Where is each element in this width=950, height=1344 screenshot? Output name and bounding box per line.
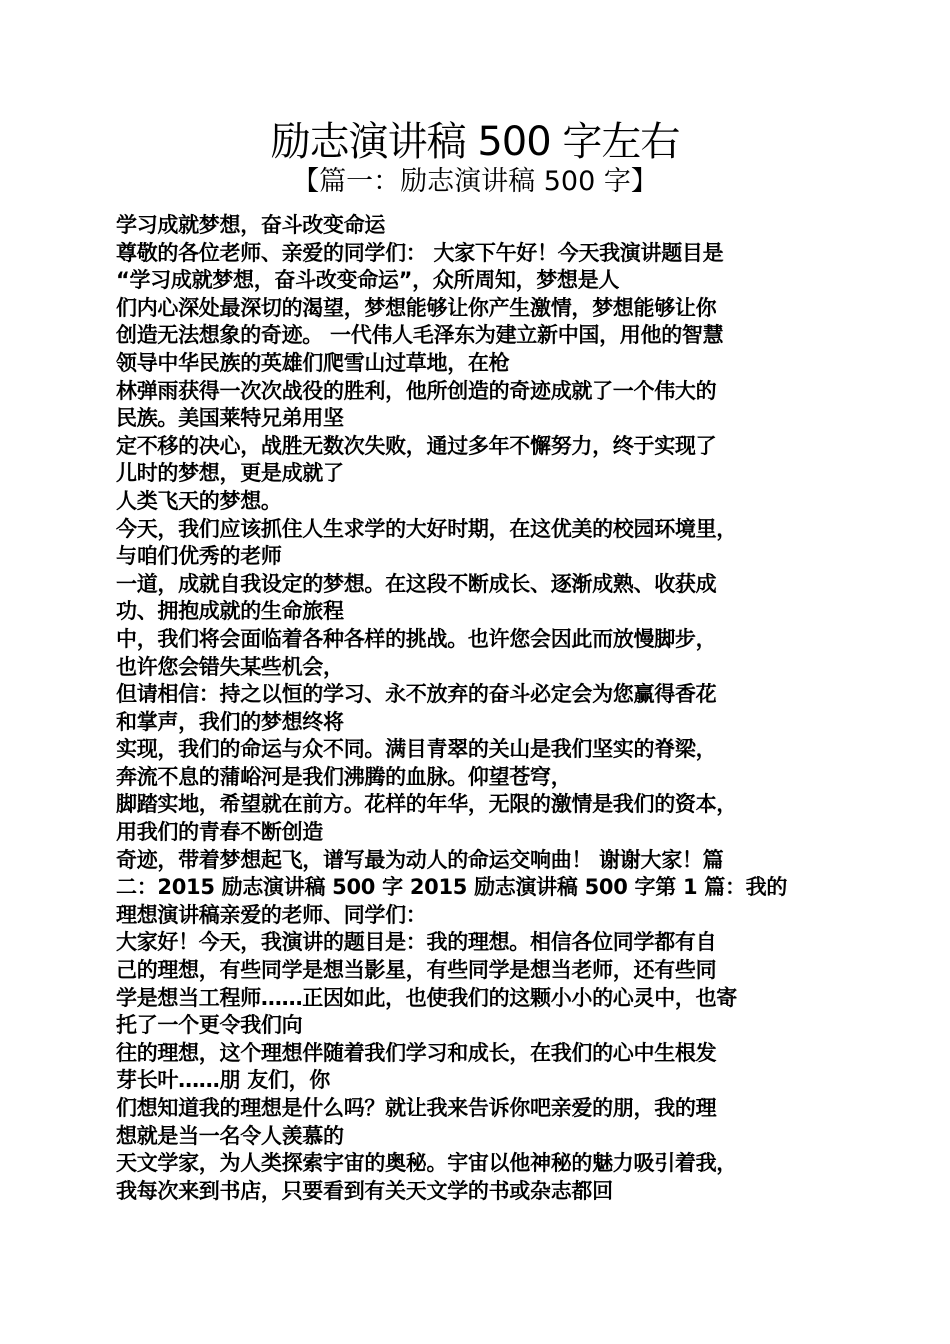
- body-line: 想就是当一名令人羡慕的: [116, 1123, 344, 1148]
- body-line: 奔流不息的蒲峪河是我们沸腾的血脉。仰望苍穹，: [116, 764, 572, 789]
- body-line: 儿时的梦想，更是成就了: [116, 461, 344, 486]
- body-line: 我每次来到书店，只要看到有关天文学的书或杂志都回: [116, 1178, 613, 1203]
- body-line: 林弹雨获得一次次战役的胜利，他所创造的奇迹成就了一个伟大的: [116, 378, 717, 403]
- body-line: 们想知道我的理想是什么吗？就让我来告诉你吧亲爱的朋，我的理: [116, 1096, 717, 1120]
- body-line: 学习成就梦想，奋斗改变命运: [116, 213, 386, 237]
- body-line: 用我们的青春不断创造: [116, 820, 323, 845]
- body-line: 今天，我们应该抓住人生求学的大好时期，在这优美的校园环境里，: [116, 516, 737, 541]
- body-line: 己的理想，有些同学是想当影星，有些同学是想当老师，还有些同: [116, 958, 717, 983]
- body-line: 与咱们优秀的老师: [116, 544, 282, 569]
- body-line: 奇迹，带着梦想起飞，谱写最为动人的命运交响曲！ 谢谢大家！篇: [116, 847, 724, 872]
- body-line: 们内心深处最深切的渴望，梦想能够让你产生激情，梦想能够让你: [116, 295, 717, 320]
- document-body: [116, 212, 836, 1205]
- body-line: 创造无法想象的奇迹。 一代伟人毛泽东为建立新中国，用他的智慧: [116, 323, 724, 348]
- body-line: 托了一个更令我们向: [116, 1013, 303, 1038]
- body-line: 也许您会错失某些机会，: [116, 654, 344, 679]
- document-subtitle: 【篇一：励志演讲稿 500 字】: [292, 166, 658, 197]
- body-line: 领导中华民族的英雄们爬雪山过草地，在枪: [116, 350, 510, 375]
- body-line: 和掌声，我们的梦想终将: [116, 709, 344, 734]
- body-line: 一道，成就自我设定的梦想。在这段不断成长、逐渐成熟、收获成: [116, 571, 717, 596]
- body-line: 天文学家，为人类探索宇宙的奥秘。宇宙以他神秘的魅力吸引着我，: [116, 1151, 737, 1176]
- body-line: 实现，我们的命运与众不同。满目青翠的关山是我们坚实的脊梁，: [116, 737, 717, 762]
- body-line: 大家好！今天，我演讲的题目是：我的理想。相信各位同学都有自: [116, 930, 717, 955]
- body-line: 脚踏实地，希望就在前方。花样的年华，无限的激情是我们的资本，: [116, 792, 737, 817]
- body-line: 尊敬的各位老师、亲爱的同学们： 大家下午好！今天我演讲题目是: [116, 240, 724, 265]
- body-line: “学习成就梦想，奋斗改变命运”，众所周知，梦想是人: [116, 268, 620, 293]
- body-line: 理想演讲稿亲爱的老师、同学们：: [116, 902, 427, 927]
- body-line: 学是想当工程师……正因如此，也使我们的这颗小小的心灵中，也寄: [116, 985, 737, 1010]
- body-line: 二：2015 励志演讲稿 500 字 2015 励志演讲稿 500 字第 1 篇：我的: [116, 875, 788, 900]
- body-line: 民族。美国莱特兄弟用坚: [116, 406, 344, 431]
- body-line: 但请相信：持之以恒的学习、永不放弃的奋斗必定会为您赢得香花: [116, 682, 717, 707]
- body-line: 功、拥抱成就的生命旅程: [116, 599, 344, 624]
- body-line: 定不移的决心，战胜无数次失败，通过多年不懈努力，终于实现了: [116, 433, 717, 458]
- body-line: 芽长叶……朋 友们，你: [116, 1068, 331, 1093]
- body-line: 往的理想，这个理想伴随着我们学习和成长，在我们的心中生根发: [116, 1040, 717, 1065]
- document-title: 励志演讲稿 500 字左右: [270, 119, 680, 165]
- body-line: 人类飞天的梦想。: [116, 488, 282, 513]
- body-line: 中，我们将会面临着各种各样的挑战。也许您会因此而放慢脚步，: [116, 626, 717, 651]
